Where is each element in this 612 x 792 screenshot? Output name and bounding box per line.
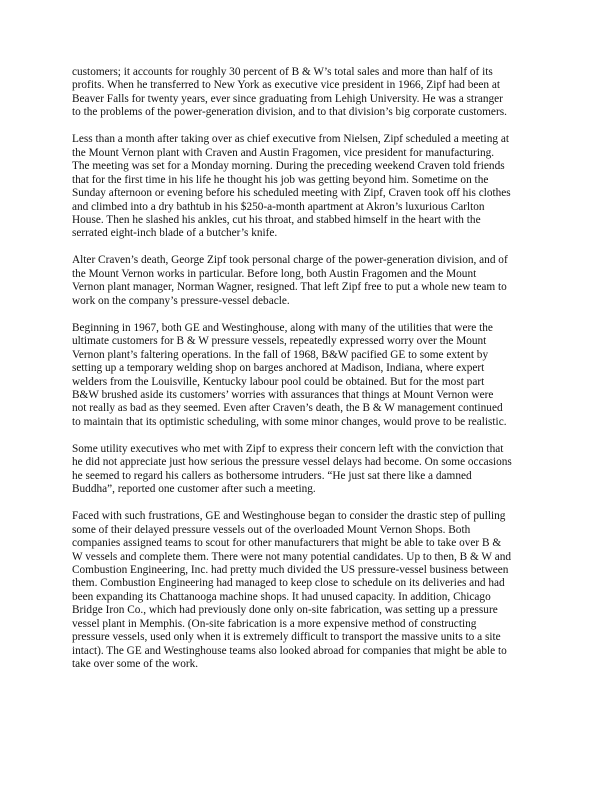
paragraph: Less than a month after taking over as chief executive from Nielsen, Zipf scheduled a meeting at the Mount Vernon plant with Craven and Austin Fragomen, vice president for manufacturing. The meeting was set for a Monday morning. During the preceding weekend Craven told friends that for the first time in his life he thought his job was getting beyond him. Sometime on the Sunday afternoon or evening before his scheduled meeting with Zipf, Craven took off his clothes and climbed into a dry bathtub in his $250-a-month apartment at Akron’s luxurious Carlton House. Then he slashed his ankles, cut his throat, and stabbed himself in the heart with the serrated eight-inch blade of a butcher’s knife. xyxy=(72,133,511,240)
paragraph: Alter Craven’s death, George Zipf took personal charge of the power-generation division, and of the Mount Vernon works in particular. Before long, both Austin Fragomen and the Mount Vernon plant manager, Norman Wagner, resigned. That left Zipf free to put a whole new team to work on the company’s pressure-vessel debacle. xyxy=(72,254,508,307)
paragraph: Faced with such frustrations, GE and Westinghouse began to consider the drastic step of pulling some of their delayed pressure vessels out of the overloaded Mount Vernon Shops. Both companies assigned teams to scout for other manufacturers that might be able to take over B & W vessels and complete them. There were not many potential candidates. Up to then, B & W and Combustion Engineering, Inc. had pretty much divided the US pressure-vessel business between them. Combustion Engineering had managed to keep close to schedule on its deliveries and had been expanding its Chattanooga machine shops. It had unused capacity. In addition, Chicago Bridge Iron Co., which had previously done only on-site fabrication, was setting up a pressure vessel plant in Memphis. (On-site fabrication is a more expensive method of constructing pressure vessels, used only when it is extremely difficult to transport the massive units to a site intact). The GE and Westinghouse teams also looked abroad for companies that might be able to take over some of the work. xyxy=(72,510,512,671)
paragraph: Some utility executives who met with Zipf to express their concern left with the conviction that he did not appreciate just how serious the pressure vessel delays had become. On some occasions he seemed to regard his callers as bothersome intruders. “He just sat there like a damned Buddha”, reported one customer after such a meeting. xyxy=(72,442,512,496)
paragraph: customers; it accounts for roughly 30 percent of B & W’s total sales and more than half of its profits. When he transferred to New York as executive vice president in 1966, Zipf had been at Beaver Falls for twenty years, ever since graduating from Lehigh University. He was a stranger to the problems of the power-generation division, and to that division’s big corporate customers. xyxy=(72,66,507,119)
document-page xyxy=(72,66,550,685)
paragraph: Beginning in 1967, both GE and Westinghouse, along with many of the utilities that were the ultimate customers for B & W pressure vessels, repeatedly expressed worry over the Mount Vernon plant’s faltering operations. In the fall of 1968, B&W pacified GE to some extent by setting up a temporary welding shop on barges anchored at Madison, Indiana, where expert welders from the Louisville, Kentucky labour pool could be obtained. But for the most part B&W brushed aside its customers’ worries with assurances that things at Mount Vernon were not really as bad as they seemed. Even after Craven’s death, the B & W management continued to maintain that its optimistic scheduling, with some minor changes, would prove to be realistic. xyxy=(72,321,507,428)
